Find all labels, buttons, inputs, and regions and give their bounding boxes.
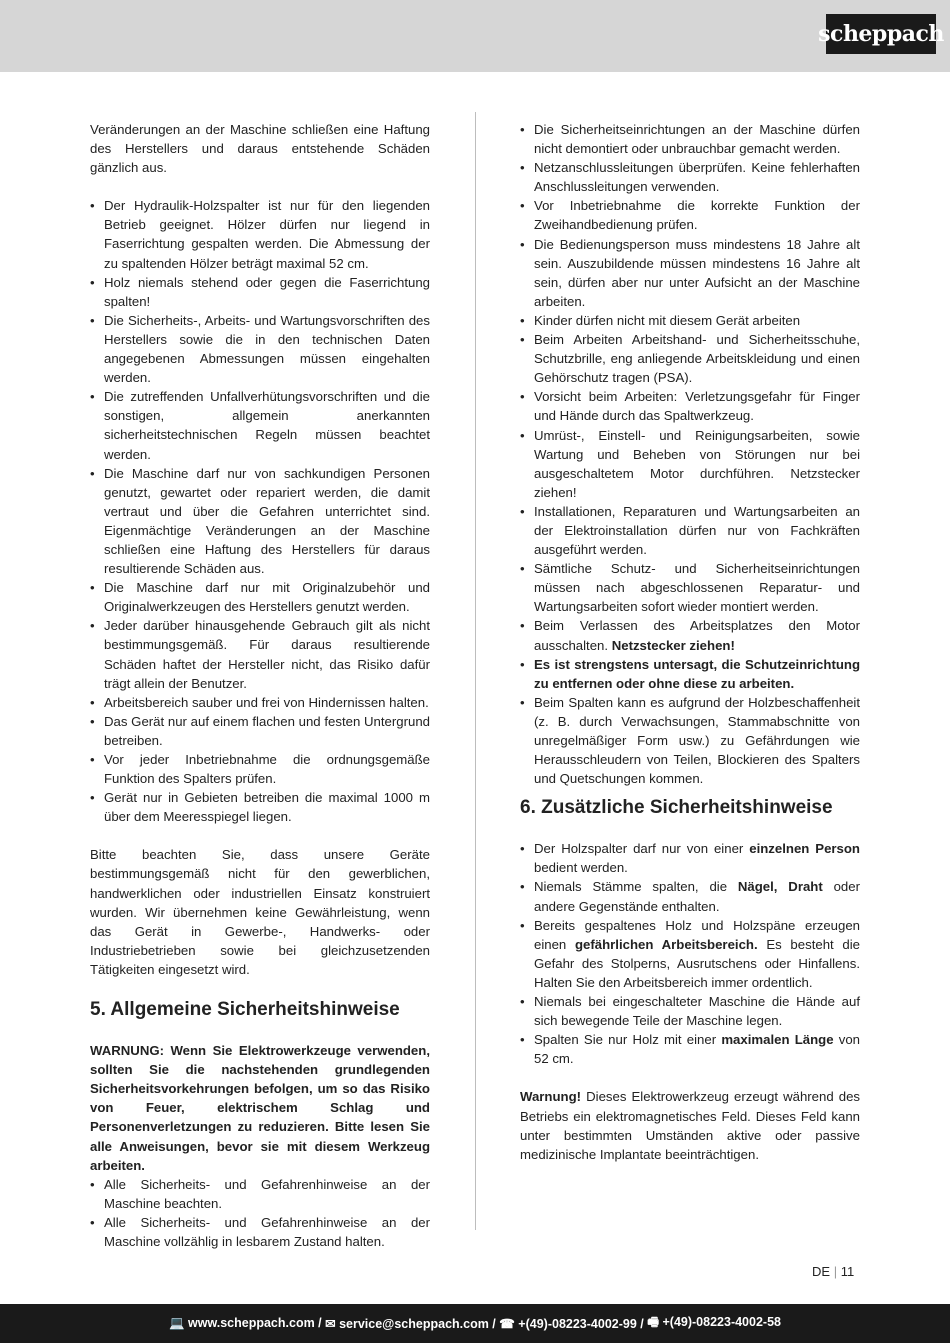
- list-item: • Arbeitsbereich sauber und frei von Hindernissen halten.: [90, 693, 430, 712]
- list-item: • Vorsicht beim Arbeiten: Verletzungsgefahr für Finger und Hände durch das Spaltwerkzeug.: [520, 387, 860, 425]
- intro-paragraph: Veränderungen an der Maschine schließen eine Haftung des Herstellers und daraus entstehende Schäden gänzlich aus.: [90, 122, 430, 176]
- list-item: • Umrüst-, Einstell- und Reinigungsarbeiten, sowie Wartung und Beheben von Störungen nur bei ausgeschaltetem Motor durchführen. Netzstecker ziehen!: [520, 426, 860, 502]
- left-column: [90, 120, 430, 1251]
- list-item: • Die Maschine darf nur von sachkundigen Personen genutzt, gewartet oder repariert werden, die damit vertraut und über die Gefahren unterrichtet sind. Eigenmächtige Veränderungen an der Maschine schließen eine Haftung des Herstellers für daraus resultierende Schäden aus.: [90, 464, 430, 579]
- list-item: • Alle Sicherheits- und Gefahrenhinweise an der Maschine vollzählig in lesbarem Zustand halten.: [90, 1213, 430, 1251]
- right-column: [520, 120, 860, 1164]
- footer-fax: 🖷 +(49)-08223-4002-58: [647, 1315, 781, 1329]
- footer-contact-bar: [0, 1304, 950, 1343]
- list-item: • Der Hydraulik-Holzspalter ist nur für den liegenden Betrieb geeignet. Hölzer dürfen nur liegend in Faserrichtung gespalten werden. Die Abmessung der zu spaltenden Hölzer beträgt maximal 52 cm.: [90, 196, 430, 272]
- footer-email[interactable]: ✉ service@scheppach.com /: [325, 1317, 500, 1331]
- list-item: • Beim Arbeiten Arbeitshand- und Sicherheitsschuhe, Schutzbrille, eng anliegende Arbeitskleidung und einen Gehörschutz tragen (PSA).: [520, 330, 860, 387]
- list-item: • Netzanschlussleitungen überprüfen. Keine fehlerhaften Anschlussleitungen verwenden.: [520, 158, 860, 196]
- list-item: • Beim Spalten kann es aufgrund der Holzbeschaffenheit (z. B. durch Verwachsungen, Stammabschnitte von unregelmäßiger Form usw.) zu Gefährdungen wie Herausschleudern von Teilen, Blockieren des Spalters und Quetschungen kommen.: [520, 693, 860, 788]
- warning-paragraph: WARNUNG: Wenn Sie Elektrowerkzeuge verwenden, sollten Sie die nachstehenden grundlegenden Sicherheitsvorkehrungen befolgen, um so das Risiko von Feuer, elektrischem Schlag und Personenverletzungen zu reduzieren. Bitte lesen Sie alle Anweisungen, bevor sie mit diesem Werkzeug arbeiten.: [90, 1043, 430, 1173]
- list-item: • Alle Sicherheits- und Gefahrenhinweise an der Maschine beachten.: [90, 1175, 430, 1213]
- note-paragraph: Bitte beachten Sie, dass unsere Geräte bestimmungsgemäß nicht für den gewerblichen, handwerklichen oder industriellen Einsatz konstruiert wurden. Wir übernehmen keine Gewährleistung, wenn das Gerät in Gewerbe-, Handwerks- oder Industriebetrieben sowie bei gleichzusetzenden Tätigkeiten eingesetzt wird.: [90, 847, 430, 977]
- safety-list-left: [90, 1175, 430, 1251]
- list-item: [520, 616, 860, 654]
- list-item: • Die Bedienungsperson muss mindestens 18 Jahre alt sein. Auszubildende müssen mindestens 16 Jahre alt sein, dürfen aber nur unter Aufsicht an der Maschine arbeiten.: [520, 235, 860, 311]
- usage-list: [90, 196, 430, 826]
- page-number: DE | 11: [812, 1264, 855, 1279]
- section-6-heading: 6. Zusätzliche Sicherheitshinweise: [520, 797, 833, 819]
- list-item: • Niemals bei eingeschalteter Maschine die Hände auf sich bewegende Teile der Maschine legen.: [520, 992, 860, 1030]
- section-5-heading: 5. Allgemeine Sicherheitshinweise: [90, 999, 400, 1021]
- footer-website[interactable]: 💻 www.scheppach.com /: [169, 1316, 326, 1330]
- list-item: • Der Holzspalter darf nur von einer einzelnen Person bedient werden.: [520, 839, 860, 877]
- list-item: • Jeder darüber hinausgehende Gebrauch gilt als nicht bestimmungsgemäß. Für daraus resultierende Schäden haftet der Hersteller nicht, das Risiko dafür trägt allein der Benutzer.: [90, 616, 430, 692]
- list-item: • Spalten Sie nur Holz mit einer maximalen Länge von 52 cm.: [520, 1030, 860, 1068]
- list-item: • Sämtliche Schutz- und Sicherheitseinrichtungen müssen nach abgeschlossenen Reparatur- und Wartungsarbeiten sofort wieder montiert werden.: [520, 559, 860, 616]
- forbidden-bold: Es ist strengstens untersagt, die Schutzeinrichtung zu entfernen oder ohne diese zu arbeiten.: [534, 656, 860, 691]
- list-item: • Bereits gespaltenes Holz und Holzspäne erzeugen einen gefährlichen Arbeitsbereich. Es besteht die Gefahr des Stolperns, Ausrutschens oder Hinfallens. Halten Sie den Arbeitsbereich immer ordentlich.: [520, 916, 860, 992]
- emf-warning-paragraph: Warnung! Dieses Elektrowerkzeug erzeugt während des Betriebs ein elektromagnetisches Feld. Dieses Feld kann unter bestimmten Umständen aktive oder passive medizinische Implantate beeinträchtigen.: [520, 1089, 860, 1162]
- list-item: • Die Sicherheits-, Arbeits- und Wartungsvorschriften des Herstellers sowie die in den technischen Daten angegebenen Abmessungen müssen eingehalten werden.: [90, 311, 430, 387]
- list-item: • Die Maschine darf nur mit Originalzubehör und Originalwerkzeugen des Herstellers genutzt werden.: [90, 578, 430, 616]
- list-item: • Niemals Stämme spalten, die Nägel, Draht oder andere Gegenstände enthalten.: [520, 877, 860, 915]
- leave-text: Beim Verlassen des Arbeitsplatzes den Motor ausschalten.: [534, 618, 860, 653]
- list-item: • Holz niemals stehend oder gegen die Faserrichtung spalten!: [90, 273, 430, 311]
- scheppach-logo: scheppach: [826, 14, 936, 54]
- list-item: • Kinder dürfen nicht mit diesem Gerät arbeiten: [520, 311, 860, 330]
- leave-bold: Netzstecker ziehen!: [611, 637, 735, 653]
- list-item: • Die Sicherheitseinrichtungen an der Maschine dürfen nicht demontiert oder unbrauchbar gemacht werden.: [520, 120, 860, 158]
- list-item: • Die zutreffenden Unfallverhütungsvorschriften und die sonstigen, allgemein anerkannten sicherheitstechnischen Regeln müssen beachtet werden.: [90, 387, 430, 463]
- list-item: • Vor Inbetriebnahme die korrekte Funktion der Zweihandbedienung prüfen.: [520, 196, 860, 234]
- safety-list-right: [520, 120, 860, 788]
- header-band: [0, 0, 950, 72]
- list-item: • Installationen, Reparaturen und Wartungsarbeiten an der Elektroinstallation dürfen nur von Fachkräften ausgeführt werden.: [520, 502, 860, 559]
- column-divider: [475, 112, 476, 1230]
- list-item: • Gerät nur in Gebieten betreiben die maximal 1000 m über dem Meeresspiegel liegen.: [90, 788, 430, 826]
- footer-phone: ☎ +(49)-08223-4002-99 /: [499, 1317, 648, 1331]
- list-item: • Das Gerät nur auf einem flachen und festen Untergrund betreiben.: [90, 712, 430, 750]
- additional-safety-list: [520, 839, 860, 1068]
- list-item: [520, 655, 860, 693]
- list-item: • Vor jeder Inbetriebnahme die ordnungsgemäße Funktion des Spalters prüfen.: [90, 750, 430, 788]
